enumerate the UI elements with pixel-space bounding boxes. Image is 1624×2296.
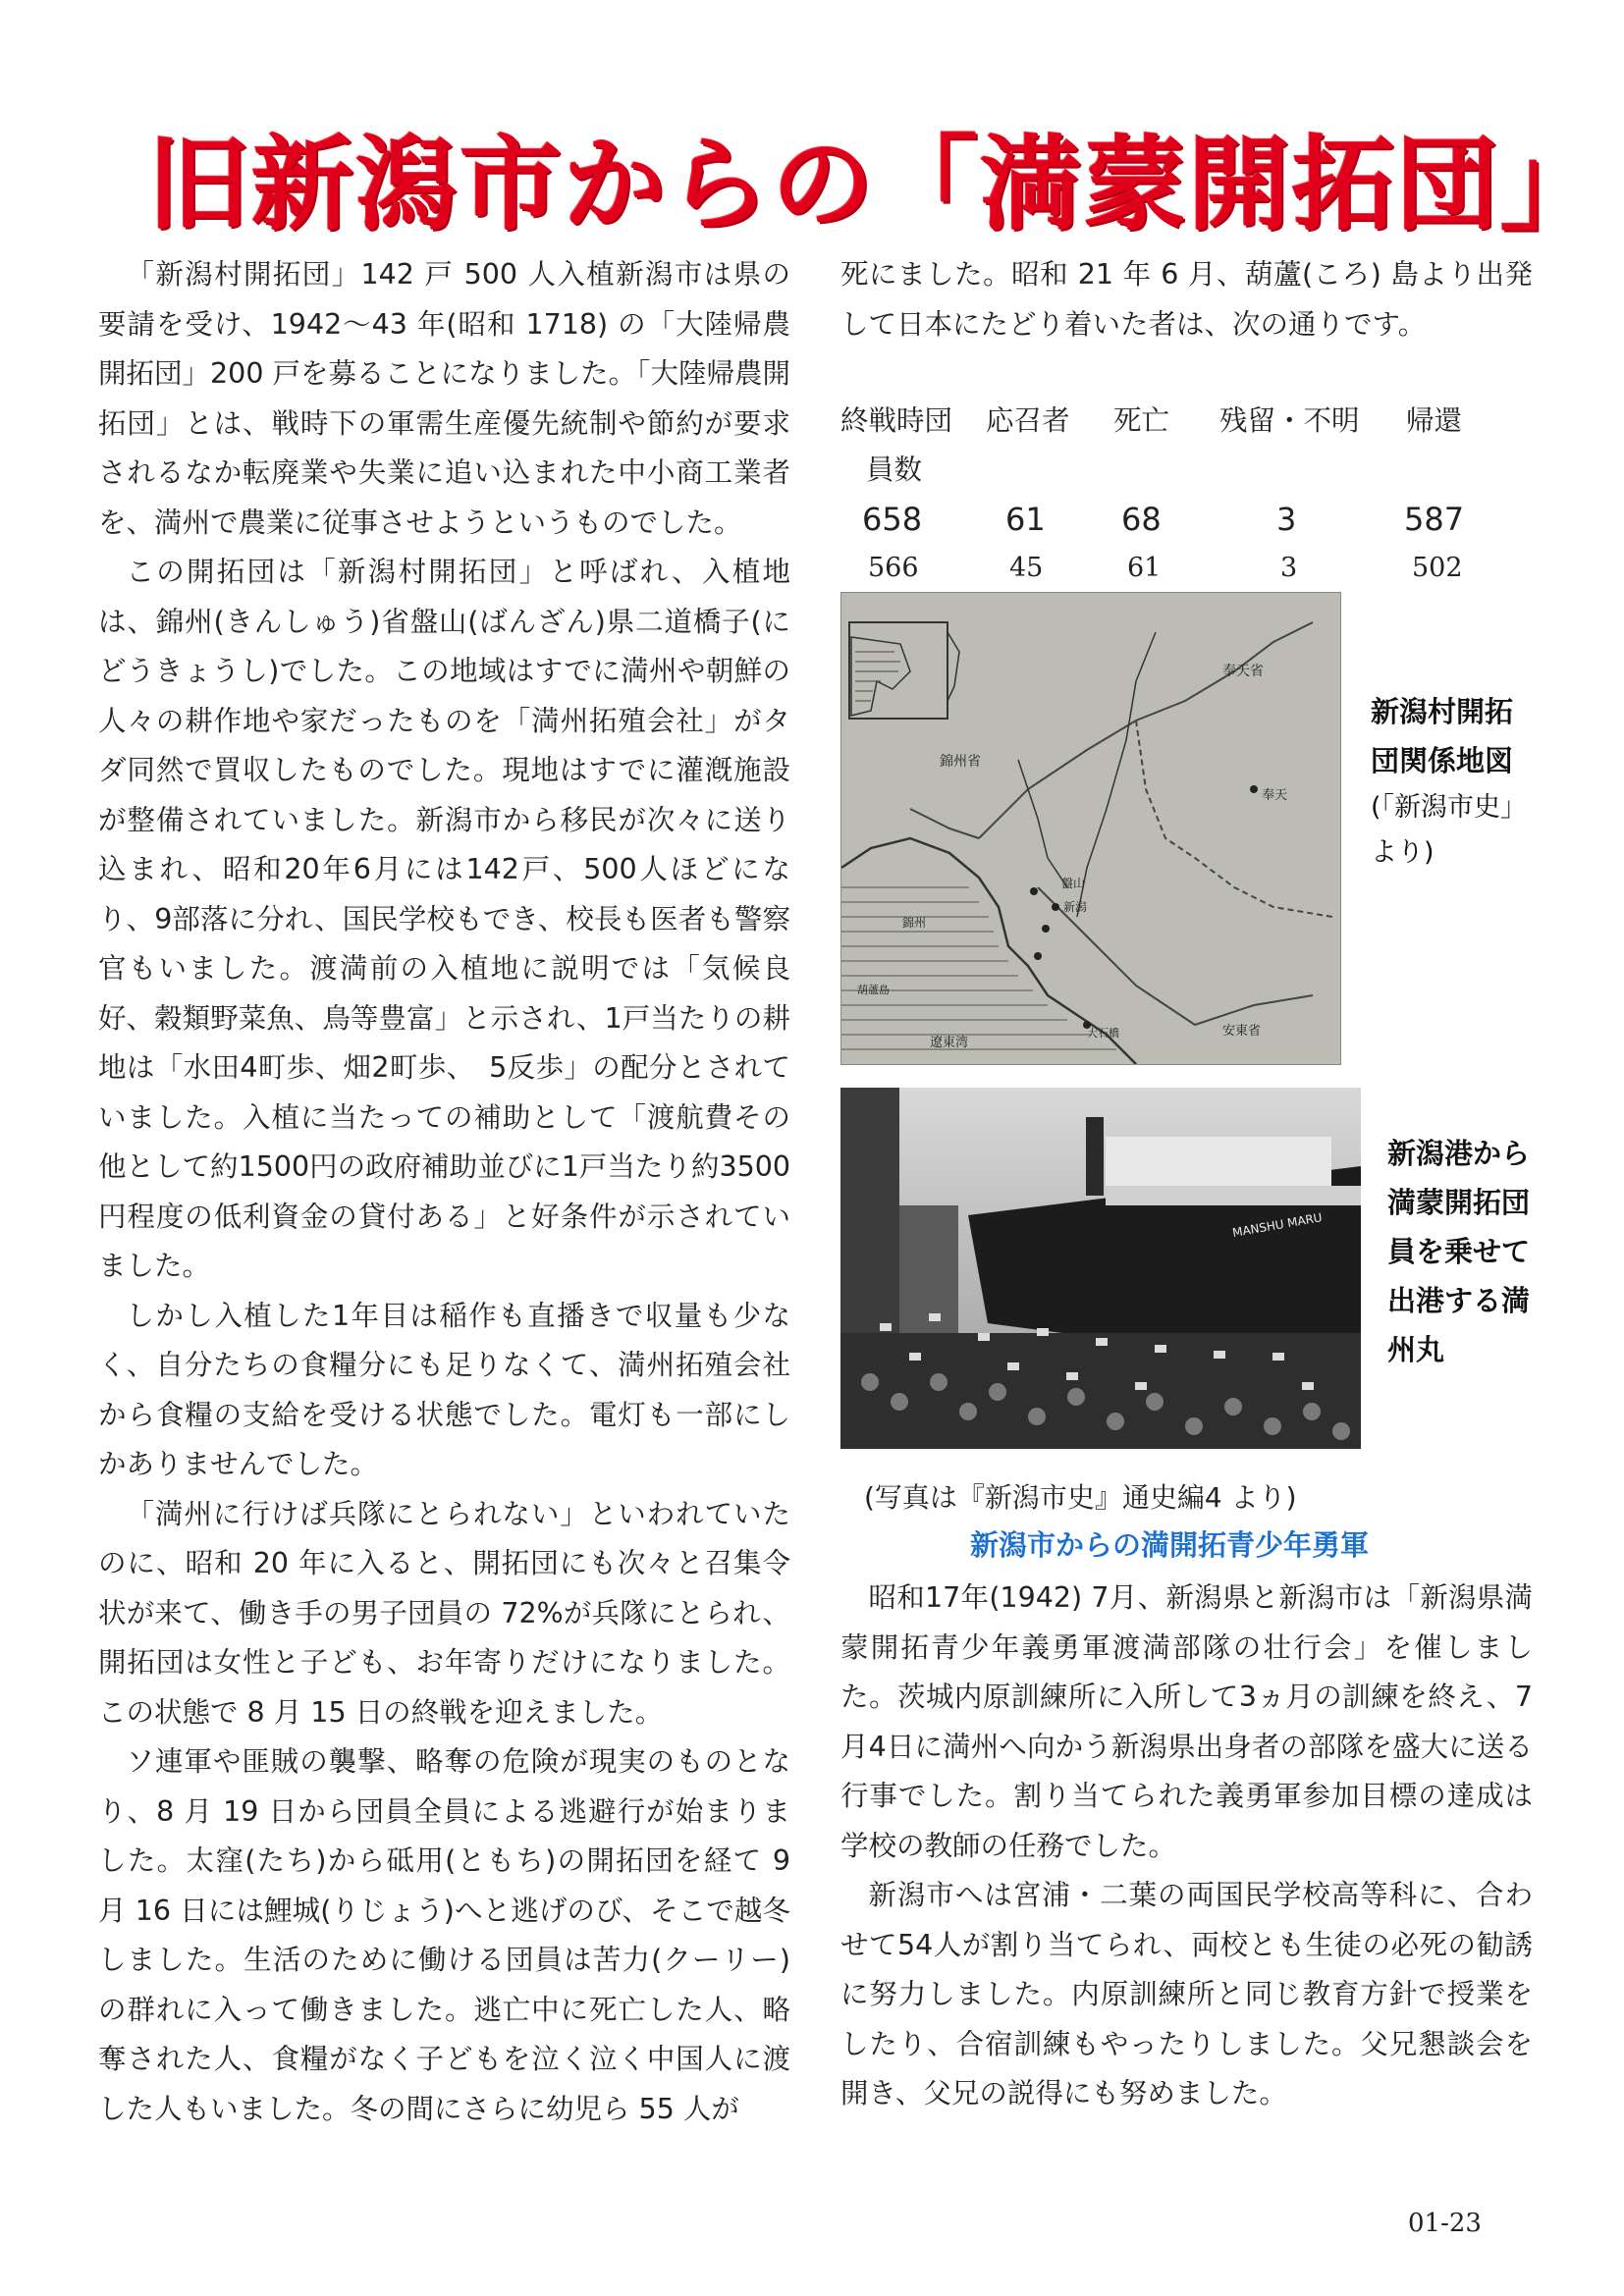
page-title: 旧新潟市からの「満蒙開拓団」 — [147, 125, 1605, 244]
stats-header-row-cont — [840, 446, 1528, 495]
stats-header-row — [840, 397, 1528, 446]
page-number: 01-23 — [1408, 2209, 1482, 2238]
paragraph: しかし入植した1年目は稲作も直播きで収量も少なく、自分たちの食糧分にも足りなくて、満州拓殖会社から食糧の支給を受ける状態でした。電灯も一部にしかありませんでした。 — [98, 1299, 790, 1480]
map-label-fengtian-province: 奉天省 — [1222, 664, 1264, 679]
right-column-bottom — [840, 1574, 1533, 2119]
map-label-jinzhou: 錦州 — [902, 916, 927, 930]
ship-name-label: MANSHU MARU — [1231, 1210, 1324, 1240]
photo-credit: (写真は『新潟市史』通史編4 より) — [864, 1481, 1297, 1514]
stats-cell: 502 — [1412, 553, 1463, 583]
map-drawing — [841, 593, 1340, 1064]
stats-cell: 587 — [1404, 501, 1465, 538]
stats-cell: 3 — [1276, 501, 1297, 538]
map-label-jinzhou-province: 錦州省 — [940, 754, 981, 770]
map-caption-source: (「新潟市史」より) — [1371, 792, 1528, 868]
stats-header: 残留・不明 — [1219, 404, 1360, 437]
stats-header: 終戦時団 — [840, 404, 953, 437]
map-caption — [1371, 687, 1533, 876]
paragraph: 昭和17年(1942) 7月、新潟県と新潟市は「新潟県満蒙開拓青少年義勇軍渡満部隊の壮行会」を催しました。茨城内原訓練所に入所して3ヵ月の訓練を終え、7月4日に満州へ向かう新潟県出身者の部隊を盛大に送る行事でした。割り当てられた義勇軍参加目標の達成は学校の教師の任務でした。 — [840, 1581, 1533, 1862]
map-label-dashiqiao: 大石橋 — [1087, 1027, 1119, 1040]
stats-cell: 61 — [1005, 501, 1046, 538]
paragraph: ソ連軍や匪賊の襲撃、略奪の危険が現実のものとなり、8 月 19 日から団員全員による逃避行が始まりました。太窪(たち)から砥用(ともち)の開拓団を経て 9 月 16 日には鯉城(りじょう)へと逃げのび、そこで越冬しました。生活のために働ける団員は苦力(クーリー)の群れに入って働きました。逃亡中に死亡した人、略奪された人、食糧がなく子どもを泣く泣く中国人に渡した人もいました。冬の間にさらに幼児ら 55 人が — [98, 1745, 790, 2125]
paragraph: 新潟市へは宮浦・二葉の両国民学校高等科に、合わせて54人が割り当てられ、両校とも生徒の必死の勧誘に努力しました。内原訓練所と同じ教育方針で授業をしたり、合宿訓練もやったりしました。父兄懇談会を開き、父兄の説得にも努めました。 — [840, 1879, 1533, 2109]
map-caption-title: 新潟村開拓団関係地図 — [1371, 695, 1514, 777]
paragraph: 「新潟村開拓団」142 戸 500 人入植新潟市は県の要請を受け、1942〜43 年(昭和 1718) の「大陸帰農開拓団」200 戸を募ることになりました。「大陸帰農開拓団」とは、戦時下の軍需生産優先統制や節約が要求されるなか転廃業や失業に追い込まれた中小商工業者を、満州で農業に従事させようというものでした。 — [98, 258, 790, 539]
paragraph: この開拓団は「新潟村開拓団」と呼ばれ、入植地は、錦州(きんしゅう)省盤山(ばんざん)県二道橋子(にどうきょうし)でした。この地域はすでに満州や朝鮮の人々の耕作地や家だったものを「満州拓殖会社」がタダ同然で買収したものでした。現地はすでに灌漑施設が整備されていました。新潟市から移民が次々に送り込まれ、昭和20年6月には142戸、500人ほどになり、9部落に分れ、国民学校もでき、校長も医者も警察官もいました。渡満前の入植地に説明では「気候良好、穀類野菜魚、鳥等豊富」と示され、1戸当たりの耕地は「水田4町歩、畑2町歩、 5反歩」の配分とされていました。入植に当たっての補助として「渡航費その他として約1500円の政府補助並びに1戸当たり約3500円程度の低利資金の貸付ある」と好条件が示されていました。 — [98, 556, 790, 1282]
stats-header: 員数 — [866, 454, 923, 486]
map-label-fengtian: 奉天 — [1262, 788, 1288, 803]
paragraph: 死にました。昭和 21 年 6 月、葫蘆(ころ) 島より出発して日本にたどり着いた者は、次の通りです。 — [840, 258, 1533, 341]
stats-header: 死亡 — [1113, 404, 1170, 437]
stats-header: 帰還 — [1406, 404, 1463, 437]
right-column-top — [840, 250, 1533, 349]
paragraph: 「満州に行けば兵隊にとられない」といわれていたのに、昭和 20 年に入ると、開拓団にも次々と召集令状が来て、働き手の男子団員の 72%が兵隊にとられ、開拓団は女性と子ども、お年寄りだけになりました。この状態で 8 月 15 日の終戦を迎えました。 — [98, 1497, 790, 1729]
left-column — [98, 250, 790, 2134]
stats-row — [840, 544, 1528, 593]
settlement-map — [840, 592, 1341, 1065]
map-label-niigata: 新潟 — [1063, 900, 1088, 914]
map-label-huludao: 葫蘆島 — [857, 984, 890, 996]
ship-photo — [840, 1088, 1361, 1449]
survivor-stats-table — [840, 397, 1528, 593]
stats-cell: 45 — [1009, 553, 1044, 583]
stats-cell: 658 — [862, 501, 923, 538]
map-label-liaodong-bay: 遼東湾 — [930, 1036, 969, 1050]
stats-cell: 3 — [1280, 553, 1298, 583]
ship-photo-drawing — [840, 1088, 1361, 1449]
section-subheading: 新潟市からの満開拓青少年勇軍 — [970, 1528, 1370, 1562]
stats-cell: 566 — [868, 553, 919, 583]
map-label-panshan: 盤山 — [1061, 877, 1086, 890]
ship-caption: 新潟港から満蒙開拓団員を乗せて出港する満州丸 — [1387, 1137, 1531, 1366]
stats-cell: 68 — [1121, 501, 1162, 538]
map-label-andong: 安東省 — [1222, 1024, 1262, 1039]
stats-row — [840, 495, 1528, 544]
stats-header: 応召者 — [986, 404, 1070, 437]
stats-cell: 61 — [1127, 553, 1162, 583]
